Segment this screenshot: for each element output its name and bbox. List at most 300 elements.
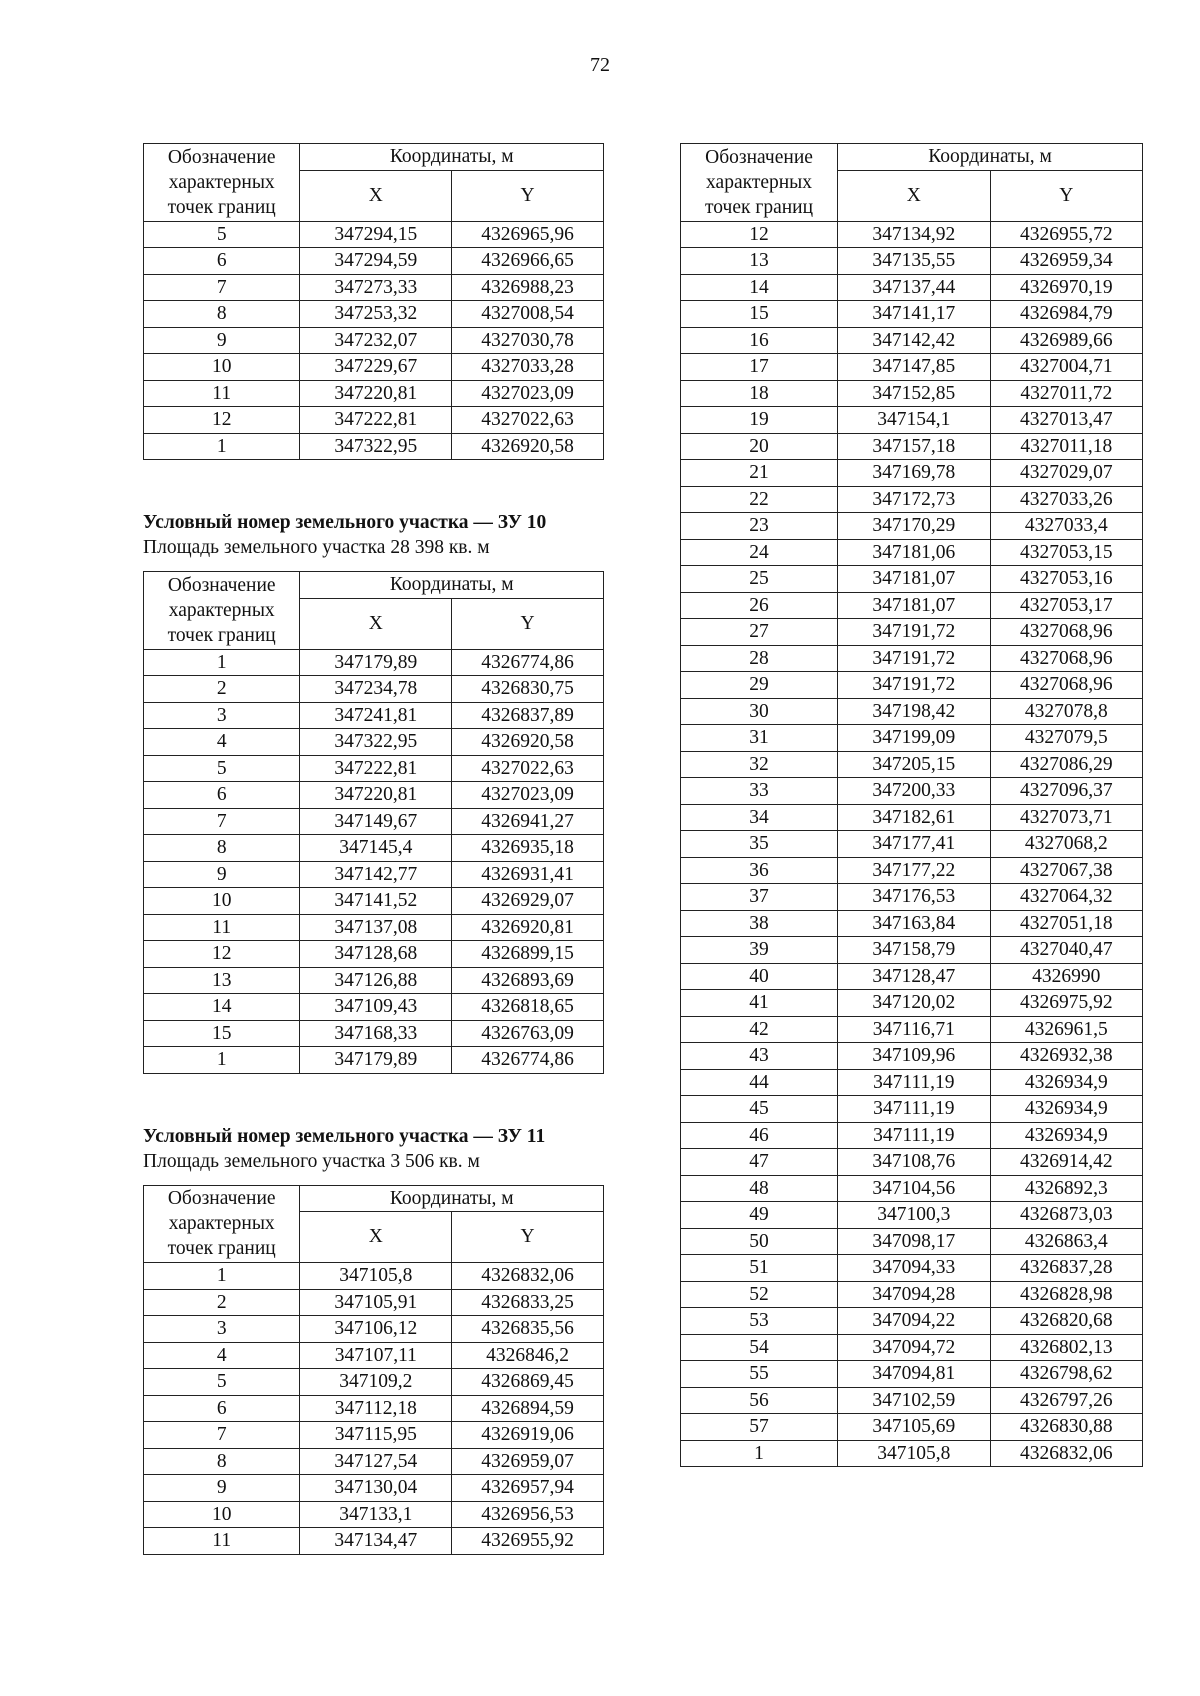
header-coords-label: Координаты, м: [300, 1185, 604, 1212]
point-cell: 7: [144, 808, 300, 835]
left-column: [143, 143, 604, 1555]
table-row: [681, 513, 1143, 540]
point-cell: 46: [681, 1122, 838, 1149]
header-point-label: Обозначение характерных точек границ: [144, 572, 300, 650]
zu10-title: Условный номер земельного участка — ЗУ 10: [143, 512, 547, 533]
x-cell: 347172,73: [838, 486, 990, 513]
table-row: [144, 1342, 604, 1369]
point-cell: 2: [144, 676, 300, 703]
y-cell: 4326899,15: [452, 941, 604, 968]
y-cell: 4327068,96: [990, 619, 1142, 646]
x-cell: 347120,02: [838, 990, 990, 1017]
y-cell: 4326931,41: [452, 861, 604, 888]
y-cell: 4326975,92: [990, 990, 1142, 1017]
point-cell: 34: [681, 804, 838, 831]
point-cell: 37: [681, 884, 838, 911]
point-cell: 28: [681, 645, 838, 672]
point-cell: 7: [144, 1422, 300, 1449]
table-row: [144, 1316, 604, 1343]
x-cell: 347106,12: [300, 1316, 452, 1343]
table-row: [681, 486, 1143, 513]
y-cell: 4326798,62: [990, 1361, 1142, 1388]
x-cell: 347112,18: [300, 1395, 452, 1422]
table-row: [144, 941, 604, 968]
point-cell: 8: [144, 835, 300, 862]
x-cell: 347222,81: [300, 755, 452, 782]
table-row: [144, 248, 604, 275]
point-cell: 53: [681, 1308, 838, 1335]
x-cell: 347111,19: [838, 1122, 990, 1149]
table-row: [681, 1281, 1143, 1308]
header-coords-label: Координаты, м: [300, 144, 604, 171]
coords-table-zu10: [143, 571, 604, 1074]
table-row: [681, 460, 1143, 487]
y-cell: 4327053,17: [990, 592, 1142, 619]
x-cell: 347147,85: [838, 354, 990, 381]
table-row: [144, 729, 604, 756]
x-cell: 347181,06: [838, 539, 990, 566]
table-row: [681, 1202, 1143, 1229]
x-cell: 347205,15: [838, 751, 990, 778]
point-cell: 11: [144, 914, 300, 941]
table-row: [144, 835, 604, 862]
y-cell: 4326893,69: [452, 967, 604, 994]
table-row: [681, 248, 1143, 275]
header-x-label: X: [300, 598, 452, 649]
table-row: [144, 327, 604, 354]
table-row: [144, 755, 604, 782]
coords-table-zu11: [143, 1185, 604, 1555]
table-row: [144, 274, 604, 301]
table-row: [681, 1255, 1143, 1282]
table-row: [144, 1369, 604, 1396]
point-cell: 13: [144, 967, 300, 994]
y-cell: 4326920,58: [452, 433, 604, 460]
table-row: [144, 221, 604, 248]
point-cell: 35: [681, 831, 838, 858]
table-row: [681, 566, 1143, 593]
point-cell: 24: [681, 539, 838, 566]
y-cell: 4326869,45: [452, 1369, 604, 1396]
y-cell: 4326966,65: [452, 248, 604, 275]
table-row: [144, 782, 604, 809]
table-row: [681, 1334, 1143, 1361]
point-cell: 29: [681, 672, 838, 699]
y-cell: 4327064,32: [990, 884, 1142, 911]
x-cell: 347158,79: [838, 937, 990, 964]
x-cell: 347137,08: [300, 914, 452, 941]
point-cell: 15: [681, 301, 838, 328]
table-row: [681, 1043, 1143, 1070]
y-cell: 4326892,3: [990, 1175, 1142, 1202]
header-coords-label: Координаты, м: [838, 144, 1143, 171]
table-row: [681, 539, 1143, 566]
x-cell: 347182,61: [838, 804, 990, 831]
table-row: [681, 884, 1143, 911]
y-cell: 4326837,89: [452, 702, 604, 729]
table-row: [681, 963, 1143, 990]
table-row: [681, 407, 1143, 434]
table-row: [144, 1047, 604, 1074]
y-cell: 4326957,94: [452, 1475, 604, 1502]
y-cell: 4326835,56: [452, 1316, 604, 1343]
point-cell: 43: [681, 1043, 838, 1070]
table-row: [144, 1475, 604, 1502]
y-cell: 4326941,27: [452, 808, 604, 835]
table-row: [681, 937, 1143, 964]
table-row: [144, 676, 604, 703]
table-row: [681, 1069, 1143, 1096]
table-row: [144, 1263, 604, 1290]
header-coords-label: Координаты, м: [300, 572, 604, 599]
y-cell: 4327079,5: [990, 725, 1142, 752]
y-cell: 4326955,92: [452, 1528, 604, 1555]
table-row: [681, 327, 1143, 354]
x-cell: 347229,67: [300, 354, 452, 381]
point-cell: 33: [681, 778, 838, 805]
y-cell: 4326832,06: [990, 1440, 1142, 1467]
table-row: [144, 994, 604, 1021]
point-cell: 10: [144, 888, 300, 915]
table-row: [144, 1395, 604, 1422]
point-cell: 36: [681, 857, 838, 884]
x-cell: 347199,09: [838, 725, 990, 752]
y-cell: 4326863,4: [990, 1228, 1142, 1255]
point-cell: 42: [681, 1016, 838, 1043]
y-cell: 4327023,09: [452, 782, 604, 809]
x-cell: 347149,67: [300, 808, 452, 835]
y-cell: 4326988,23: [452, 274, 604, 301]
point-cell: 32: [681, 751, 838, 778]
y-cell: 4326934,9: [990, 1096, 1142, 1123]
y-cell: 4326919,06: [452, 1422, 604, 1449]
x-cell: 347134,47: [300, 1528, 452, 1555]
table-row: [681, 778, 1143, 805]
x-cell: 347191,72: [838, 619, 990, 646]
x-cell: 347177,22: [838, 857, 990, 884]
table-row: [144, 433, 604, 460]
y-cell: 4326959,07: [452, 1448, 604, 1475]
header-y-label: Y: [452, 170, 604, 221]
table-row: [144, 1448, 604, 1475]
point-cell: 23: [681, 513, 838, 540]
point-cell: 11: [144, 1528, 300, 1555]
x-cell: 347157,18: [838, 433, 990, 460]
y-cell: 4326956,53: [452, 1501, 604, 1528]
table-row: [681, 1122, 1143, 1149]
y-cell: 4326802,13: [990, 1334, 1142, 1361]
y-cell: 4326846,2: [452, 1342, 604, 1369]
y-cell: 4327067,38: [990, 857, 1142, 884]
point-cell: 50: [681, 1228, 838, 1255]
point-cell: 1: [144, 1047, 300, 1074]
x-cell: 347222,81: [300, 407, 452, 434]
x-cell: 347294,15: [300, 221, 452, 248]
x-cell: 347220,81: [300, 782, 452, 809]
section-zu10: [143, 510, 604, 1074]
table-row: [144, 1422, 604, 1449]
x-cell: 347141,17: [838, 301, 990, 328]
y-cell: 4327022,63: [452, 407, 604, 434]
y-cell: 4327086,29: [990, 751, 1142, 778]
point-cell: 26: [681, 592, 838, 619]
x-cell: 347105,8: [300, 1263, 452, 1290]
y-cell: 4327078,8: [990, 698, 1142, 725]
header-x-label: X: [300, 170, 452, 221]
y-cell: 4326763,09: [452, 1020, 604, 1047]
x-cell: 347104,56: [838, 1175, 990, 1202]
x-cell: 347127,54: [300, 1448, 452, 1475]
table-row: [144, 967, 604, 994]
y-cell: 4327033,4: [990, 513, 1142, 540]
header-y-label: Y: [452, 1212, 604, 1263]
point-cell: 54: [681, 1334, 838, 1361]
table-row: [681, 274, 1143, 301]
header-y-label: Y: [452, 598, 604, 649]
point-cell: 16: [681, 327, 838, 354]
zu11-title: Условный номер земельного участка — ЗУ 11: [143, 1125, 546, 1147]
zu10-area: Площадь земельного участка 28 398 кв. м: [143, 537, 490, 558]
table-row: [681, 857, 1143, 884]
table-row: [681, 1387, 1143, 1414]
point-cell: 13: [681, 248, 838, 275]
header-point-label: Обозначение характерных точек границ: [144, 1185, 300, 1263]
y-cell: 4326832,06: [452, 1263, 604, 1290]
y-cell: 4327033,26: [990, 486, 1142, 513]
y-cell: 4326955,72: [990, 221, 1142, 248]
table-row: [681, 1016, 1143, 1043]
table-row: [681, 1361, 1143, 1388]
table-row: [144, 407, 604, 434]
x-cell: 347152,85: [838, 380, 990, 407]
y-cell: 4327033,28: [452, 354, 604, 381]
point-cell: 3: [144, 1316, 300, 1343]
x-cell: 347115,95: [300, 1422, 452, 1449]
coords-table-continued: [143, 143, 604, 460]
x-cell: 347241,81: [300, 702, 452, 729]
table-row: [144, 914, 604, 941]
y-cell: 4326894,59: [452, 1395, 604, 1422]
y-cell: 4327030,78: [452, 327, 604, 354]
point-cell: 3: [144, 702, 300, 729]
table-row: [681, 1149, 1143, 1176]
point-cell: 47: [681, 1149, 838, 1176]
point-cell: 11: [144, 380, 300, 407]
table-row: [144, 888, 604, 915]
x-cell: 347141,52: [300, 888, 452, 915]
point-cell: 7: [144, 274, 300, 301]
point-cell: 27: [681, 619, 838, 646]
point-cell: 1: [681, 1440, 838, 1467]
y-cell: 4326837,28: [990, 1255, 1142, 1282]
x-cell: 347102,59: [838, 1387, 990, 1414]
section-zu11: [143, 1124, 604, 1555]
point-cell: 8: [144, 1448, 300, 1475]
point-cell: 30: [681, 698, 838, 725]
point-cell: 14: [681, 274, 838, 301]
x-cell: 347198,42: [838, 698, 990, 725]
table-row: [681, 1096, 1143, 1123]
x-cell: 347232,07: [300, 327, 452, 354]
y-cell: 4326934,9: [990, 1069, 1142, 1096]
page-number: 72: [590, 54, 610, 76]
y-cell: 4327096,37: [990, 778, 1142, 805]
x-cell: 347111,19: [838, 1096, 990, 1123]
x-cell: 347137,44: [838, 274, 990, 301]
table-row: [681, 1308, 1143, 1335]
y-cell: 4326828,98: [990, 1281, 1142, 1308]
x-cell: 347177,41: [838, 831, 990, 858]
point-cell: 57: [681, 1414, 838, 1441]
table-row: [681, 380, 1143, 407]
point-cell: 52: [681, 1281, 838, 1308]
x-cell: 347094,33: [838, 1255, 990, 1282]
x-cell: 347105,91: [300, 1289, 452, 1316]
y-cell: 4326932,38: [990, 1043, 1142, 1070]
table-row: [144, 702, 604, 729]
point-cell: 6: [144, 248, 300, 275]
x-cell: 347322,95: [300, 729, 452, 756]
x-cell: 347191,72: [838, 645, 990, 672]
point-cell: 49: [681, 1202, 838, 1229]
table-row: [144, 1528, 604, 1555]
x-cell: 347170,29: [838, 513, 990, 540]
header-x-label: X: [838, 170, 990, 221]
table-row: [144, 380, 604, 407]
x-cell: 347134,92: [838, 221, 990, 248]
table-row: [144, 1501, 604, 1528]
x-cell: 347094,28: [838, 1281, 990, 1308]
point-cell: 39: [681, 937, 838, 964]
point-cell: 1: [144, 649, 300, 676]
x-cell: 347094,72: [838, 1334, 990, 1361]
point-cell: 56: [681, 1387, 838, 1414]
y-cell: 4326989,66: [990, 327, 1142, 354]
x-cell: 347133,1: [300, 1501, 452, 1528]
header-x-label: X: [300, 1212, 452, 1263]
x-cell: 347126,88: [300, 967, 452, 994]
table-row: [681, 619, 1143, 646]
x-cell: 347169,78: [838, 460, 990, 487]
x-cell: 347253,32: [300, 301, 452, 328]
point-cell: 40: [681, 963, 838, 990]
x-cell: 347094,81: [838, 1361, 990, 1388]
y-cell: 4326873,03: [990, 1202, 1142, 1229]
y-cell: 4326830,75: [452, 676, 604, 703]
y-cell: 4327011,18: [990, 433, 1142, 460]
point-cell: 15: [144, 1020, 300, 1047]
table-row: [681, 301, 1143, 328]
table-row: [681, 990, 1143, 1017]
y-cell: 4327068,96: [990, 645, 1142, 672]
y-cell: 4327053,15: [990, 539, 1142, 566]
point-cell: 18: [681, 380, 838, 407]
point-cell: 9: [144, 861, 300, 888]
x-cell: 347142,42: [838, 327, 990, 354]
point-cell: 19: [681, 407, 838, 434]
x-cell: 347098,17: [838, 1228, 990, 1255]
x-cell: 347107,11: [300, 1342, 452, 1369]
table-row: [144, 861, 604, 888]
y-cell: 4326833,25: [452, 1289, 604, 1316]
point-cell: 9: [144, 327, 300, 354]
point-cell: 4: [144, 1342, 300, 1369]
table-row: [681, 433, 1143, 460]
y-cell: 4327029,07: [990, 460, 1142, 487]
y-cell: 4327073,71: [990, 804, 1142, 831]
x-cell: 347109,43: [300, 994, 452, 1021]
x-cell: 347105,8: [838, 1440, 990, 1467]
point-cell: 5: [144, 221, 300, 248]
header-point-label: Обозначение характерных точек границ: [144, 144, 300, 222]
y-cell: 4327004,71: [990, 354, 1142, 381]
table-row: [681, 725, 1143, 752]
x-cell: 347234,78: [300, 676, 452, 703]
y-cell: 4326920,58: [452, 729, 604, 756]
table-row: [681, 751, 1143, 778]
x-cell: 347111,19: [838, 1069, 990, 1096]
y-cell: 4326959,34: [990, 248, 1142, 275]
point-cell: 10: [144, 1501, 300, 1528]
right-column: [680, 143, 1143, 1467]
x-cell: 347105,69: [838, 1414, 990, 1441]
table-row: [681, 910, 1143, 937]
y-cell: 4326797,26: [990, 1387, 1142, 1414]
x-cell: 347294,59: [300, 248, 452, 275]
header-point-label: Обозначение характерных точек границ: [681, 144, 838, 222]
y-cell: 4327040,47: [990, 937, 1142, 964]
table-row: [144, 808, 604, 835]
point-cell: 9: [144, 1475, 300, 1502]
x-cell: 347179,89: [300, 649, 452, 676]
y-cell: 4327022,63: [452, 755, 604, 782]
point-cell: 51: [681, 1255, 838, 1282]
point-cell: 5: [144, 755, 300, 782]
point-cell: 6: [144, 782, 300, 809]
table-row: [681, 831, 1143, 858]
table-row: [681, 592, 1143, 619]
y-cell: 4326820,68: [990, 1308, 1142, 1335]
point-cell: 12: [681, 221, 838, 248]
y-cell: 4327008,54: [452, 301, 604, 328]
point-cell: 44: [681, 1069, 838, 1096]
y-cell: 4327068,2: [990, 831, 1142, 858]
y-cell: 4326929,07: [452, 888, 604, 915]
y-cell: 4327013,47: [990, 407, 1142, 434]
table-row: [681, 1228, 1143, 1255]
point-cell: 45: [681, 1096, 838, 1123]
y-cell: 4326920,81: [452, 914, 604, 941]
point-cell: 2: [144, 1289, 300, 1316]
x-cell: 347168,33: [300, 1020, 452, 1047]
x-cell: 347322,95: [300, 433, 452, 460]
point-cell: 1: [144, 1263, 300, 1290]
y-cell: 4326935,18: [452, 835, 604, 862]
y-cell: 4327011,72: [990, 380, 1142, 407]
y-cell: 4326961,5: [990, 1016, 1142, 1043]
y-cell: 4326965,96: [452, 221, 604, 248]
point-cell: 14: [144, 994, 300, 1021]
point-cell: 12: [144, 941, 300, 968]
x-cell: 347176,53: [838, 884, 990, 911]
y-cell: 4327053,16: [990, 566, 1142, 593]
point-cell: 41: [681, 990, 838, 1017]
x-cell: 347200,33: [838, 778, 990, 805]
table-row: [144, 649, 604, 676]
point-cell: 55: [681, 1361, 838, 1388]
x-cell: 347116,71: [838, 1016, 990, 1043]
table-row: [144, 1289, 604, 1316]
